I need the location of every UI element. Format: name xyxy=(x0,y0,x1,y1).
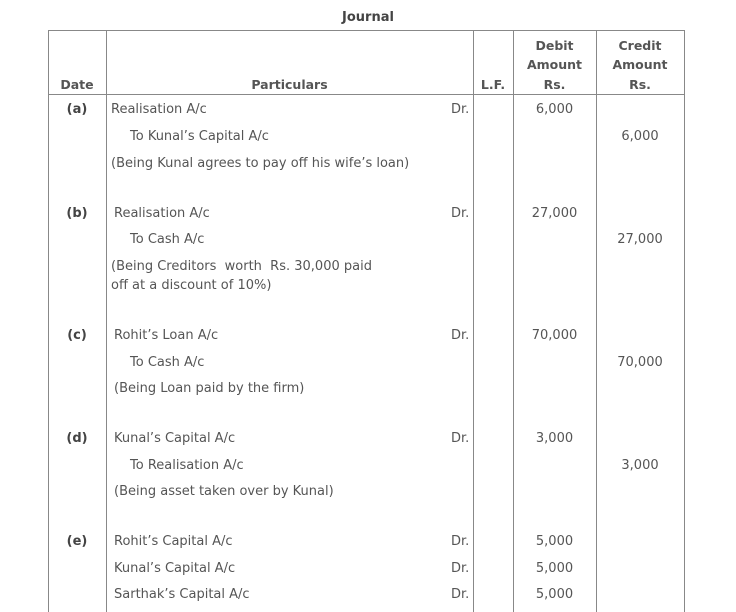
entry-c-date: (c) xyxy=(67,328,87,343)
entry-a-line2-credit: 6,000 xyxy=(621,129,659,144)
particulars-column-divider xyxy=(473,30,474,612)
header-credit-line1: Credit xyxy=(618,38,662,53)
entry-b-narration-line1: (Being Creditors worth Rs. 30,000 paid xyxy=(111,259,372,274)
entry-d-date: (d) xyxy=(66,431,88,446)
entry-a-date: (a) xyxy=(66,102,88,117)
entry-b-line1-dr: Dr. xyxy=(451,206,470,221)
lf-column-divider xyxy=(513,30,514,612)
entry-b-line1-account: Realisation A/c xyxy=(114,206,210,221)
entry-c-line1-debit: 70,000 xyxy=(531,328,578,343)
header-debit-line1: Debit xyxy=(535,38,574,53)
table-top-border xyxy=(48,30,685,31)
entry-e-line2-dr: Dr. xyxy=(451,561,470,576)
journal-title: Journal xyxy=(342,10,394,25)
header-bottom-border xyxy=(48,94,685,95)
entry-e-line3-debit: 5,000 xyxy=(535,587,574,602)
table-right-border xyxy=(684,30,685,612)
table-left-border xyxy=(48,30,49,612)
date-column-divider xyxy=(106,30,107,612)
entry-b-line2-credit: 27,000 xyxy=(617,232,663,247)
header-credit-line3: Rs. xyxy=(629,77,651,92)
entry-d-line2-account: To Realisation A/c xyxy=(130,458,244,473)
entry-a-line1-dr: Dr. xyxy=(451,102,470,117)
header-debit-line2: Amount xyxy=(526,57,583,72)
debit-column-divider xyxy=(596,30,597,612)
header-date: Date xyxy=(60,77,94,92)
entry-a-narration: (Being Kunal agrees to pay off his wife’s loan) xyxy=(111,156,410,171)
header-debit-line3: Rs. xyxy=(543,77,566,92)
header-credit-line2: Amount xyxy=(612,57,668,72)
entry-a-line1-account: Realisation A/c xyxy=(111,102,207,117)
entry-e-line3-dr: Dr. xyxy=(451,587,470,602)
header-lf: L.F. xyxy=(480,77,506,92)
entry-c-line2-credit: 70,000 xyxy=(617,355,663,370)
entry-a-line1-debit: 6,000 xyxy=(535,102,574,117)
entry-b-date: (b) xyxy=(66,206,88,221)
entry-e-line3-account: Sarthak’s Capital A/c xyxy=(114,587,250,602)
entry-e-line2-account: Kunal’s Capital A/c xyxy=(114,561,236,576)
entry-c-line1-dr: Dr. xyxy=(451,328,470,343)
entry-b-narration-line2: off at a discount of 10%) xyxy=(111,278,272,293)
entry-e-date: (e) xyxy=(66,534,88,549)
entry-a-line2-account: To Kunal’s Capital A/c xyxy=(130,129,269,144)
entry-c-narration: (Being Loan paid by the firm) xyxy=(114,381,305,396)
entry-c-line1-account: Rohit’s Loan A/c xyxy=(114,328,219,343)
entry-e-line1-account: Rohit’s Capital A/c xyxy=(114,534,233,549)
entry-d-line1-dr: Dr. xyxy=(451,431,470,446)
entry-d-line2-credit: 3,000 xyxy=(621,458,659,473)
entry-c-line2-account: To Cash A/c xyxy=(130,355,205,370)
entry-b-line1-debit: 27,000 xyxy=(531,206,578,221)
header-particulars: Particulars xyxy=(251,77,328,92)
entry-d-narration: (Being asset taken over by Kunal) xyxy=(114,484,334,499)
entry-d-line1-debit: 3,000 xyxy=(535,431,574,446)
entry-e-line2-debit: 5,000 xyxy=(535,561,574,576)
entry-b-line2-account: To Cash A/c xyxy=(130,232,205,247)
entry-e-line1-debit: 5,000 xyxy=(535,534,574,549)
entry-d-line1-account: Kunal’s Capital A/c xyxy=(114,431,236,446)
entry-e-line1-dr: Dr. xyxy=(451,534,470,549)
